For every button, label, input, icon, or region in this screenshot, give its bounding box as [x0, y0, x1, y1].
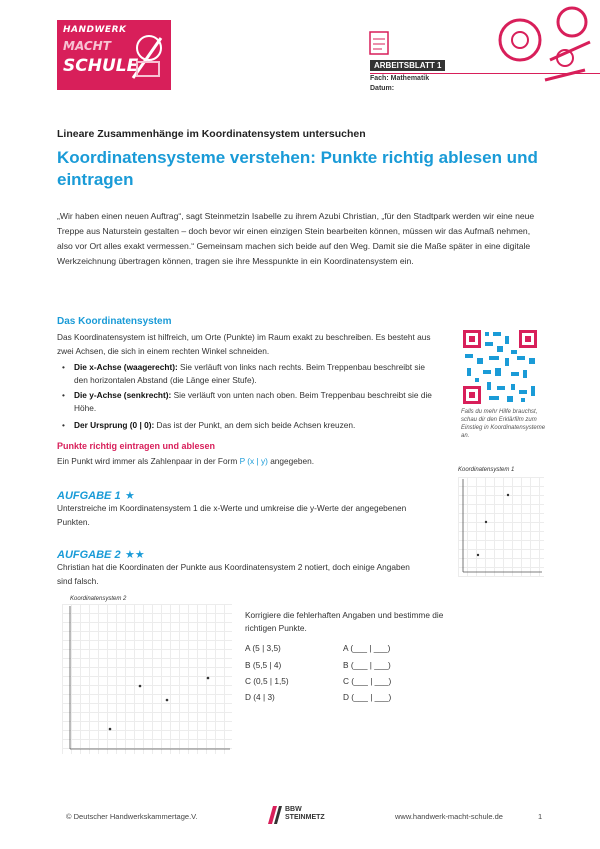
brand-line-1: BBW — [285, 806, 302, 813]
logo-line-1: HANDWERK — [63, 25, 127, 35]
task2-title: AUFGABE 2 — [57, 549, 121, 561]
answer-field-c[interactable]: C (___ | ___) — [343, 676, 392, 686]
section2-text-pre: Ein Punkt wird immer als Zahlenpaar in der Form — [57, 456, 240, 466]
tools-icon — [127, 28, 167, 84]
coordinate-system-1 — [458, 477, 544, 577]
date-field: Datum: — [370, 85, 395, 92]
bullet-y-achse-term: Die y-Achse (senkrecht): — [74, 390, 172, 400]
worksheet-icon — [368, 30, 392, 56]
given-point-a: A (5 | 3,5) — [245, 643, 281, 653]
task1-text: Unterstreiche im Koordinatensystem 1 die x-Werte und umkreise die y-Werte der angegebenen Punkten. — [57, 503, 407, 527]
coordinate-system-2 — [62, 604, 232, 754]
section-heading-koordinatensystem: Das Koordinatensystem — [57, 316, 172, 327]
brand-line-2: STEINMETZ — [285, 814, 325, 821]
bullet-x-achse-text: Sie verläuft von links nach rechts. Beim Treppenbau beschreibt sie den horizontalen Abstand (die Länge einer Stufe). — [74, 362, 425, 385]
given-point-d: D (4 | 3) — [245, 692, 275, 702]
page-title: Koordinatensysteme verstehen: Punkte richtig ablesen und eintragen — [57, 148, 538, 189]
given-point-b: B (5,5 | 4) — [245, 660, 282, 670]
chart1-title: Koordinatensystem 1 — [458, 467, 515, 473]
worksheet-label: ARBEITSBLATT 1 — [370, 60, 445, 71]
point-notation: P (x | y) — [239, 456, 268, 466]
subject-field: Fach: Mathematik — [370, 75, 430, 82]
intro-paragraph: „Wir haben einen neuen Auftrag“, sagt Steinmetzin Isabelle zu ihrem Azubi Christian, „für den Stadtpark werden wir eine neue Treppe aus Naturstein gestalten – doch bevor wir einen einzigen Stein bearbeiten können, müssen wir das Aufmaß nehmen, also vor Ort alles exakt vermessen.“ Gemeinsam machen sich beide auf den Weg. Damit sie die Maße später in eine digitale Werkzeichnung übertragen können, tragen sie ihre Messpunkte in ein Koordinatensystem ein. — [57, 211, 535, 266]
section1-text: Das Koordinatensystem ist hilfreich, um Orte (Punkte) im Raum exakt zu beschreiben. Es besteht aus zwei Achsen, die sich in einem rechten Winkel schneiden. — [57, 332, 431, 356]
chart2-title: Koordinatensystem 2 — [70, 596, 127, 602]
bullet-y-achse-text: Sie verläuft von unten nach oben. Beim Treppenbau beschreibt sie die Höhe. — [74, 390, 432, 413]
answer-field-b[interactable]: B (___ | ___) — [343, 660, 391, 670]
bullet-ursprung-term: Der Ursprung (0 | 0): — [74, 420, 155, 430]
logo-line-3: SCHULE — [63, 56, 139, 76]
footer-copyright: © Deutscher Handwerkskammertage.V. — [66, 812, 198, 821]
page-number: 1 — [538, 812, 543, 821]
chart2-axes — [62, 604, 232, 754]
section2-text-post: angegeben. — [267, 456, 315, 466]
bullet-x-achse: • Die x-Achse (waagerecht): Sie verläuft von links nach rechts. Beim Treppenbau beschreibt sie den horizontalen Abstand (die Länge einer Stufe). — [62, 362, 425, 385]
task1-title: AUFGABE 1 — [57, 490, 121, 502]
handwerk-macht-schule-logo — [57, 20, 171, 90]
footer-url[interactable]: www.handwerk-macht-schule.de — [395, 812, 503, 821]
bbw-logo-icon — [268, 806, 282, 824]
logo-line-2: MACHT — [63, 39, 111, 53]
page-subtitle: Lineare Zusammenhänge im Koordinatensystem untersuchen — [57, 128, 366, 140]
section-heading-punkte: Punkte richtig eintragen und ablesen — [57, 441, 216, 451]
section2-text — [57, 455, 437, 469]
answer-field-d[interactable]: D (___ | ___) — [343, 692, 392, 702]
tools-illustration — [490, 0, 600, 110]
star-icon: ★ — [125, 490, 135, 502]
bullet-ursprung-text: Das ist der Punkt, an dem sich beide Achsen kreuzen. — [154, 420, 356, 430]
qr-caption: Falls du mehr Hilfe brauchst, schau dir den Erklärfilm zum Einstieg in Koordinatensysteme an. — [461, 409, 546, 439]
correction-instruction: Korrigiere die fehlerhaften Angaben und bestimme die richtigen Punkte. — [245, 610, 444, 633]
chart1-axes — [458, 477, 544, 577]
bullet-x-achse-term: Die x-Achse (waagerecht): — [74, 362, 178, 372]
answer-field-a[interactable]: A (___ | ___) — [343, 643, 391, 653]
qr-code[interactable] — [461, 328, 539, 406]
given-point-c: C (0,5 | 1,5) — [245, 676, 289, 686]
task2-text: Christian hat die Koordinaten der Punkte aus Koordinatensystem 2 notiert, doch einige Angaben sind falsch. — [57, 562, 410, 586]
bullet-y-achse: • Die y-Achse (senkrecht): Sie verläuft von unten nach oben. Beim Treppenbau beschreibt sie die Höhe. — [62, 390, 432, 413]
star-icon: ★★ — [125, 549, 145, 561]
bullet-ursprung: • Der Ursprung (0 | 0): Das ist der Punkt, an dem sich beide Achsen kreuzen. — [62, 420, 356, 430]
